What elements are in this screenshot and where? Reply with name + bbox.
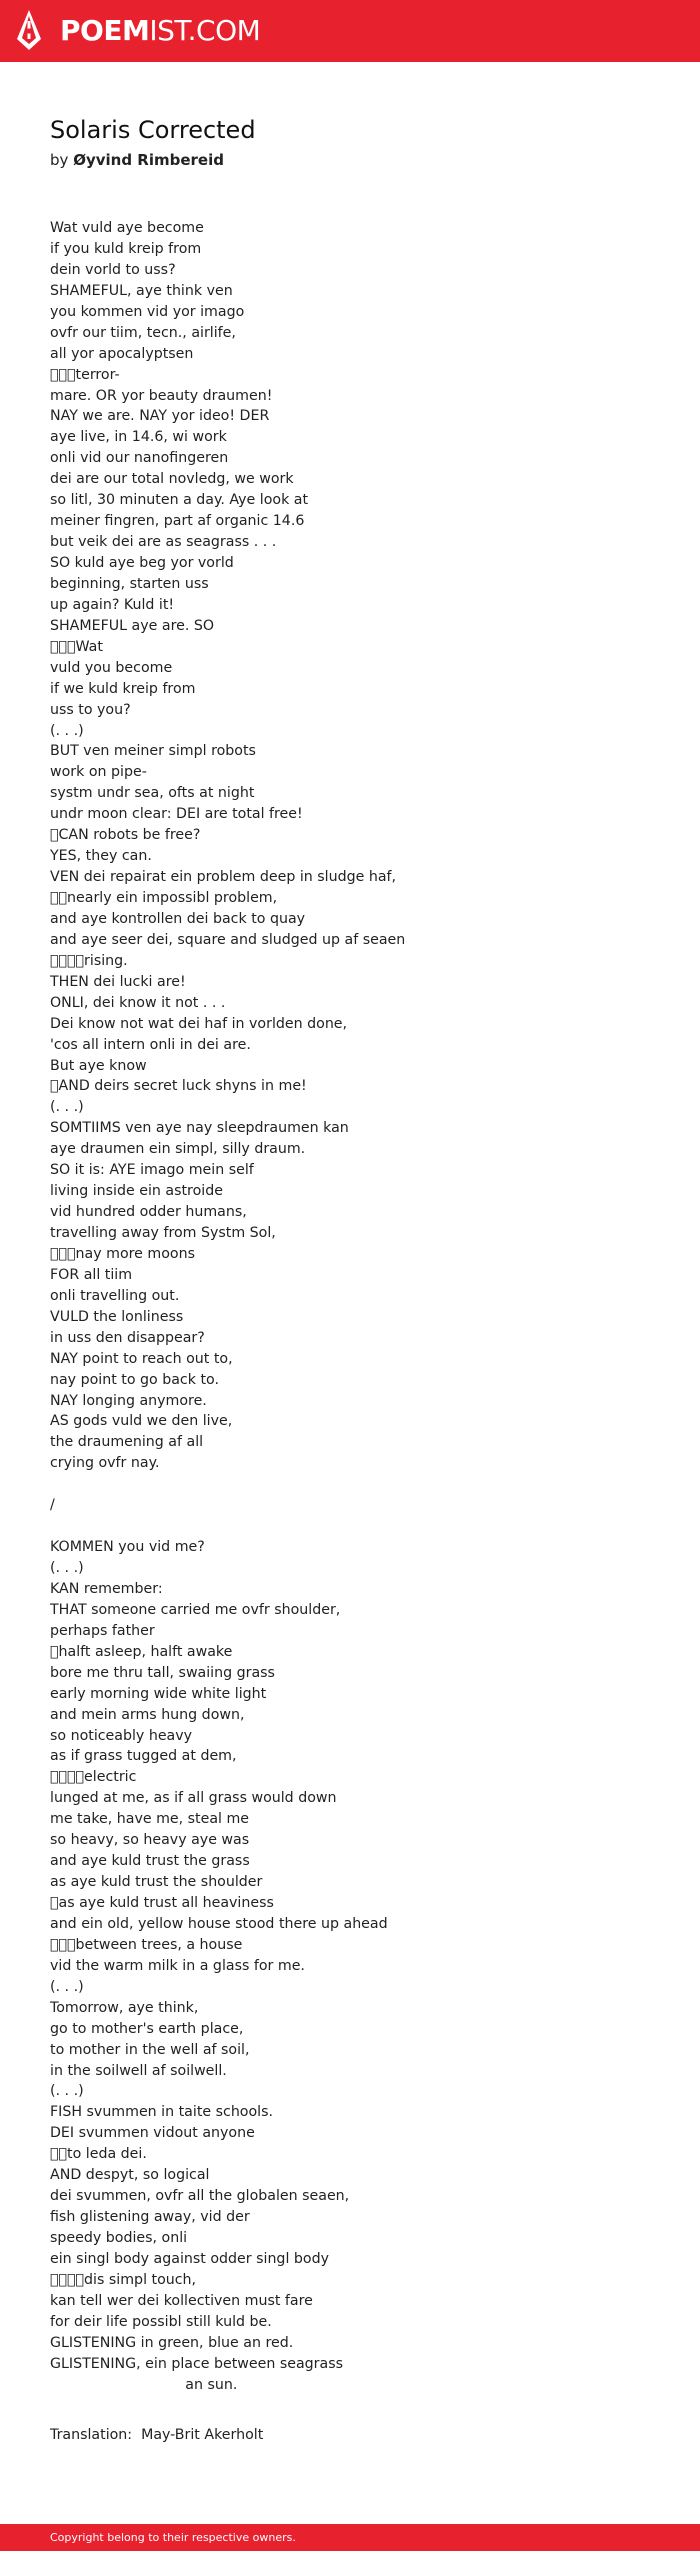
poem-line: But aye know (50, 1057, 147, 1074)
poem-line:    nay more moons (50, 1245, 195, 1262)
poem-line: as aye kuld trust the shoulder (50, 1874, 263, 1891)
pen-nib-icon[interactable] (16, 9, 42, 51)
poem-line: if we kuld kreip from (50, 680, 196, 697)
poem-line: Wat vuld aye become (50, 220, 204, 236)
poem-line: speedy bodies, onli (50, 2230, 188, 2246)
poem-line: vid hundred odder humans, (50, 1204, 247, 1221)
poem-line: mare. OR yor beauty draumen! (50, 387, 273, 404)
poem-line: SOMTIIMS ven aye nay sleepdraumen kan (50, 1120, 349, 1137)
poem-line:    Wat (50, 638, 103, 655)
poem-line: ovfr our tiim, tecn., airlife, (50, 324, 236, 341)
poem-line:     dis simpl touch, (50, 2271, 197, 2288)
poem-line: for deir life possibl still kuld be. (50, 2313, 272, 2330)
poem-line: so litl, 30 minuten a day. Aye look at (50, 492, 309, 509)
poem-line: kan tell wer dei kollectiven must fare (50, 2292, 313, 2309)
site-footer (0, 2524, 700, 2551)
poem-line: bore me thru tall, swaiing grass (50, 1664, 275, 1681)
poem-line: onli travelling out. (50, 1287, 180, 1304)
poem-line: go to mother's earth place, (50, 2020, 244, 2037)
poem-line: nay point to go back to. (50, 1371, 219, 1388)
poem-line: undr moon clear: DEI are total free! (50, 806, 303, 823)
poem-line: but veik dei are as seagrass . . . (50, 534, 277, 551)
poem-line: dei svummen, ovfr all the globalen seaen, (50, 2188, 350, 2205)
poem-line: and aye kontrollen dei back to quay (50, 910, 306, 927)
poem-line: uss to you? (50, 701, 131, 718)
poem-line: GLISTENING in green, blue an red. (50, 2334, 294, 2351)
by-label: by (50, 151, 69, 169)
site-header (0, 0, 700, 62)
poem-line: Dei know not wat dei haf in vorlden done, (50, 1015, 348, 1032)
poem-line: if you kuld kreip from (50, 240, 202, 257)
poem-line: work on pipe- (50, 764, 147, 781)
poem-line: FOR all tiim (50, 1266, 133, 1283)
poem-line: SO it is: AYE imago mein self (50, 1162, 254, 1179)
poem-line: NAY point to reach out to, (50, 1350, 233, 1367)
poem-line:  AND deirs secret luck shyns in me! (50, 1078, 307, 1095)
author-name[interactable]: Øyvind Rimbereid (73, 151, 224, 169)
poem-line: and ein old, yellow house stood there up ahead (50, 1915, 388, 1932)
poem-line: beginning, starten uss (50, 575, 209, 592)
poem-line: onli vid our nanofingeren (50, 450, 229, 467)
poem-line: the draumening af all (50, 1434, 204, 1451)
translation-credit: Translation: May-Brit Akerholt (50, 2427, 264, 2443)
poem-line: dei are our total novledg, we work (50, 471, 294, 488)
poem-line: and mein arms hung down, (50, 1706, 245, 1723)
poem-line: KAN remember: (50, 1580, 163, 1597)
poem-line: SO kuld aye beg yor vorld (50, 555, 234, 571)
poem-line: and aye kuld trust the grass (50, 1853, 250, 1870)
poem-line: so noticeably heavy (50, 1727, 193, 1744)
poem-line: vuld you become (50, 659, 173, 676)
poem-line: early morning wide white light (50, 1685, 267, 1702)
poem-line: AND despyt, so logical (50, 2167, 210, 2184)
poem-line: AS gods vuld we den live, (50, 1413, 233, 1430)
poem-line: YES, they can. (50, 848, 152, 865)
poem-line:   nearly ein impossibl problem, (50, 890, 278, 906)
poem-line:  as aye kuld trust all heaviness (50, 1895, 274, 1911)
poem-line (50, 1516, 670, 1537)
poem-line:  halft asleep, halft awake (50, 1643, 233, 1660)
poem-line: so heavy, so heavy aye was (50, 1832, 250, 1849)
poem-line: (. . .) (50, 1560, 84, 1576)
poem-line: ONLI, dei know it not . . . (50, 994, 226, 1011)
logo-bold-text: POEM (60, 14, 150, 47)
poem-line:    terror- (50, 366, 120, 383)
poem-line: VEN dei repairat ein problem deep in sludge haf, (50, 869, 397, 886)
poem-line: living inside ein astroide (50, 1183, 223, 1200)
poem-line: (. . .) (50, 2083, 84, 2100)
poem-line: (. . .) (50, 1978, 84, 1995)
poem-line:     rising. (50, 952, 128, 969)
poem-line:   to leda dei. (50, 2146, 147, 2163)
poem-line: ein singl body against odder singl body (50, 2250, 329, 2267)
poem-line: BUT ven meiner simpl robots (50, 743, 256, 760)
poem-line: up again? Kuld it! (50, 596, 175, 613)
poem-line:     electric (50, 1769, 137, 1786)
poem-line: SHAMEFUL aye are. SO (50, 617, 215, 634)
poem-line: 'cos all intern onli in dei are. (50, 1036, 251, 1053)
logo-light-text: IST.COM (149, 14, 261, 47)
poem-line: KOMMEN you vid me? (50, 1539, 205, 1556)
poem-line: THAT someone carried me ovfr shoulder, (50, 1601, 341, 1618)
site-logo[interactable] (60, 13, 260, 49)
poem-line: all yor apocalyptsen (50, 345, 194, 362)
poem-line: fish glistening away, vid der (50, 2209, 250, 2226)
poem-line: (. . .) (50, 722, 84, 739)
poem-line: to mother in the well af soil, (50, 2041, 250, 2058)
poem-line: / (50, 1497, 55, 1514)
byline (50, 150, 224, 170)
poem-line: and aye seer dei, square and sludged up af seaen (50, 931, 406, 948)
poem-line: an sun. (50, 2376, 238, 2393)
poem-line: DEI svummen vidout anyone (50, 2125, 255, 2142)
poem-line:    between trees, a house (50, 1936, 243, 1953)
poem-line: THEN dei lucki are! (50, 973, 186, 990)
poem-line: meiner fingren, part af organic 14.6 (50, 513, 305, 530)
poem-line: NAY longing anymore. (50, 1392, 207, 1409)
poem-line: me take, have me, steal me (50, 1811, 250, 1828)
poem-body (50, 218, 670, 2396)
copyright-notice: Copyright belong to their respective owners. (50, 2531, 296, 2544)
poem-line: travelling away from Systm Sol, (50, 1225, 276, 1241)
poem-line: FISH svummen in taite schools. (50, 2104, 274, 2121)
poem-line: aye live, in 14.6, wi work (50, 429, 227, 446)
poem-line: you kommen vid yor imago (50, 303, 245, 320)
poem-line (50, 1474, 670, 1495)
poem-line: dein vorld to uss? (50, 261, 176, 278)
poem-line: crying ovfr nay. (50, 1455, 160, 1472)
poem-line: in the soilwell af soilwell. (50, 2062, 227, 2079)
poem-line: VULD the lonliness (50, 1308, 184, 1325)
poem-line: in uss den disappear? (50, 1329, 205, 1346)
poem-line:  CAN robots be free? (50, 827, 201, 844)
poem-title: Solaris Corrected (50, 116, 256, 144)
poem-line: lunged at me, as if all grass would down (50, 1790, 337, 1807)
poem-line: aye draumen ein simpl, silly draum. (50, 1141, 306, 1158)
poem-line: systm undr sea, ofts at night (50, 785, 255, 802)
poem-line: Tomorrow, aye think, (50, 1999, 199, 2016)
poem-line: perhaps father (50, 1622, 155, 1639)
poem-line: NAY we are. NAY yor ideo! DER (50, 408, 270, 425)
poem-line: (. . .) (50, 1099, 84, 1116)
poem-line: SHAMEFUL, aye think ven (50, 282, 233, 299)
poem-line: vid the warm milk in a glass for me. (50, 1957, 305, 1974)
poem-line: as if grass tugged at dem, (50, 1748, 237, 1765)
poem-line: GLISTENING, ein place between seagrass (50, 2355, 343, 2372)
